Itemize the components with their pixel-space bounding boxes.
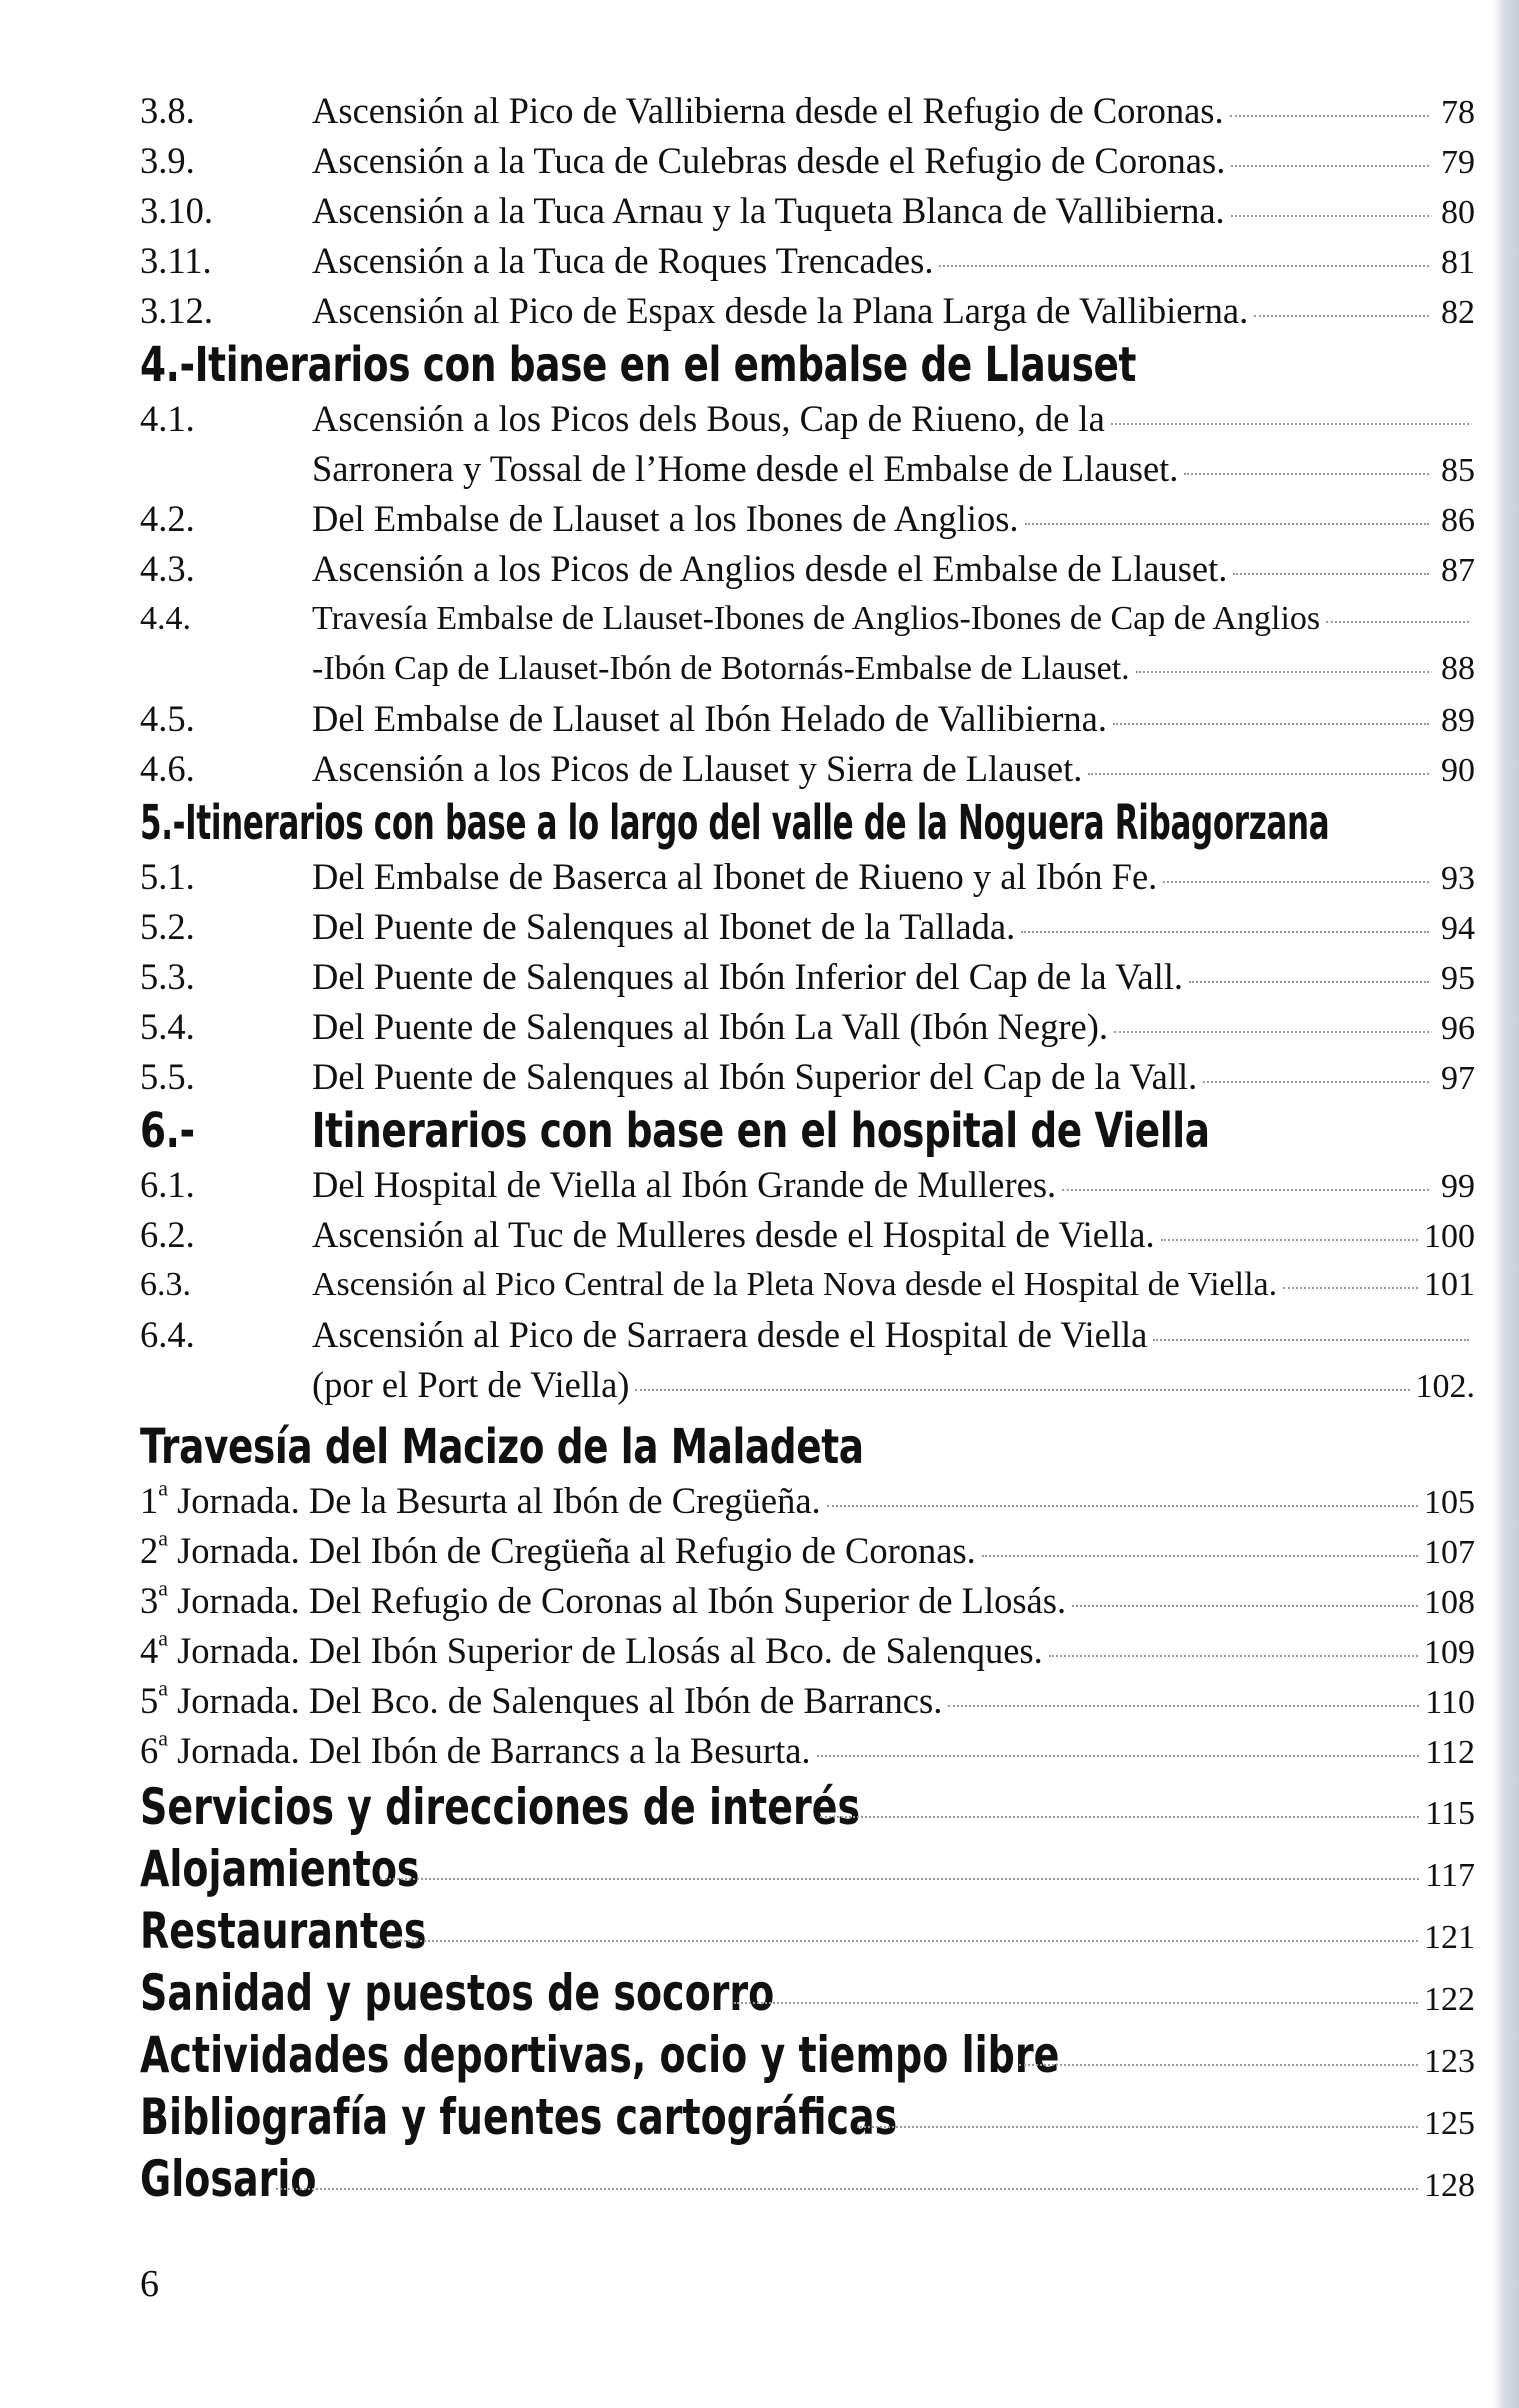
appendix-entry[interactable] — [140, 2086, 1475, 2148]
dot-leader — [1233, 573, 1429, 575]
entry-title: Travesía Embalse de Llauset-Ibones de Anglios-Ibones de Cap de Anglios — [312, 600, 1321, 637]
entry-page: 96 — [1441, 1010, 1475, 1047]
entry-title: Del Puente de Salenques al Ibón Inferior del Cap de la Vall. — [312, 956, 1184, 997]
entry-number: 4.3. — [140, 548, 195, 589]
entry-title: Del Embalse de Llauset al Ibón Helado de Vallibierna. — [312, 698, 1107, 739]
table-of-contents — [140, 86, 1475, 2210]
appendix-entry[interactable] — [140, 2148, 1475, 2210]
toc-entry[interactable] — [140, 1576, 1475, 1626]
entry-page: 115 — [1425, 1795, 1475, 1832]
entry-page: 112 — [1425, 1734, 1475, 1771]
dot-leader — [1113, 723, 1429, 725]
entry-title — [140, 1626, 1043, 1676]
toc-entry[interactable] — [140, 952, 1475, 1002]
entry-title: (por el Port de Viella) — [312, 1364, 630, 1405]
entry-title: Ascensión a los Picos de Anglios desde el Embalse de Llauset. — [312, 548, 1228, 589]
entry-page: 99 — [1441, 1168, 1475, 1205]
toc-entry[interactable] — [140, 136, 1475, 186]
entry-title — [140, 1676, 942, 1726]
appendix-title: Alojamientos — [140, 1840, 420, 1898]
toc-entry[interactable] — [140, 594, 1475, 644]
entry-page: 85 — [1441, 452, 1475, 489]
entry-page: 107 — [1424, 1534, 1475, 1571]
dot-leader — [1230, 115, 1429, 117]
entry-page: 89 — [1441, 702, 1475, 739]
entry-title — [140, 1476, 821, 1526]
entry-text: Jornada. Del Refugio de Coronas al Ibón Superior de Llosás. — [167, 1580, 1067, 1621]
entry-number: 6.3. — [140, 1266, 191, 1303]
appendix-title: Actividades deportivas, ocio y tiempo libre — [140, 2026, 1060, 2084]
ordinal-suffix: a — [158, 1725, 168, 1751]
day-number: 3 — [140, 1580, 159, 1621]
dot-leader — [820, 1816, 1419, 1818]
appendix-title: Glosario — [140, 2150, 317, 2208]
entry-title: Del Embalse de Baserca al Ibonet de Riueno y al Ibón Fe. — [312, 856, 1158, 897]
entry-page: 95 — [1441, 960, 1475, 997]
toc-entry[interactable] — [140, 494, 1475, 544]
dot-leader — [1184, 473, 1429, 475]
appendix-entry[interactable] — [140, 1776, 1475, 1838]
entry-page: 86 — [1441, 502, 1475, 539]
dot-leader — [276, 2188, 1418, 2190]
toc-entry[interactable] — [140, 1526, 1475, 1576]
toc-entry[interactable] — [140, 86, 1475, 136]
entry-number: 4.1. — [140, 398, 195, 439]
dot-leader — [1025, 523, 1429, 525]
dot-leader — [1254, 315, 1429, 317]
appendix-entry[interactable] — [140, 1962, 1475, 2024]
entry-title: Ascensión a la Tuca de Culebras desde el Refugio de Coronas. — [312, 140, 1226, 181]
entry-title: Del Puente de Salenques al Ibón Superior del Cap de la Vall. — [312, 1056, 1198, 1097]
ordinal-suffix: a — [158, 1625, 168, 1651]
entry-title: Sarronera y Tossal de l’Home desde el Embalse de Llauset. — [312, 448, 1179, 489]
entry-text: Jornada. Del Ibón Superior de Llosás al Bco. de Salenques. — [167, 1630, 1043, 1671]
appendix-entry[interactable] — [140, 2024, 1475, 2086]
entry-number: 4.5. — [140, 698, 195, 739]
entry-title: Ascensión a los Picos dels Bous, Cap de Riueno, de la — [312, 398, 1105, 439]
entry-page: 101 — [1424, 1266, 1475, 1303]
appendix-title: Servicios y direcciones de interés — [140, 1778, 861, 1836]
dot-leader — [1136, 671, 1429, 673]
toc-entry[interactable] — [140, 394, 1475, 444]
dot-leader — [1326, 621, 1469, 623]
entry-page: 102. — [1415, 1368, 1475, 1405]
dot-leader — [1189, 981, 1429, 983]
ordinal-suffix: a — [158, 1575, 168, 1601]
entry-title: Ascensión a los Picos de Llauset y Sierra de Llauset. — [312, 748, 1083, 789]
entry-number: 5.5. — [140, 1056, 195, 1097]
entry-page: 87 — [1441, 552, 1475, 589]
entry-text: Jornada. Del Bco. de Salenques al Ibón de Barrancs. — [167, 1680, 943, 1721]
toc-entry[interactable] — [140, 694, 1475, 744]
day-number: 4 — [140, 1630, 159, 1671]
entry-number: 6.4. — [140, 1314, 195, 1355]
page-number: 6 — [140, 2263, 159, 2305]
entry-number: 6.2. — [140, 1214, 195, 1255]
entry-page: 78 — [1441, 94, 1475, 131]
entry-number: 5.4. — [140, 1006, 195, 1047]
toc-entry[interactable] — [140, 286, 1475, 336]
day-number: 5 — [140, 1680, 159, 1721]
entry-title: Ascensión a la Tuca de Roques Trencades. — [312, 240, 934, 281]
dot-leader — [1088, 773, 1429, 775]
entry-page: 94 — [1441, 910, 1475, 947]
entry-number: 3.8. — [140, 90, 195, 131]
toc-entry[interactable] — [140, 1310, 1475, 1360]
entry-page: 81 — [1441, 244, 1475, 281]
section-heading — [140, 336, 1181, 394]
entry-number: 4.6. — [140, 748, 195, 789]
toc-entry[interactable] — [140, 1260, 1475, 1310]
entry-title — [140, 1526, 976, 1576]
dot-leader — [1049, 1655, 1418, 1657]
page-edge-shadow — [1493, 0, 1519, 2408]
toc-entry[interactable] — [140, 852, 1475, 902]
entry-number: 6.1. — [140, 1164, 195, 1205]
dot-leader — [387, 1940, 1418, 1942]
entry-number: 4.4. — [140, 600, 191, 637]
toc-entry[interactable] — [140, 902, 1475, 952]
appendix-title: Sanidad y puestos de socorro — [140, 1964, 775, 2022]
entry-text: Jornada. Del Ibón de Barrancs a la Besurta. — [167, 1730, 811, 1771]
dot-leader — [380, 1878, 1420, 1880]
entry-title — [140, 1576, 1066, 1626]
entry-page: 123 — [1424, 2043, 1475, 2080]
entry-title — [140, 1726, 811, 1776]
section-title: 5.-Itinerarios con base a lo largo del valle de la Noguera Ribagorzana — [140, 795, 1330, 851]
ordinal-suffix: a — [158, 1525, 168, 1551]
toc-entry[interactable] — [140, 744, 1475, 794]
entry-title: Del Hospital de Viella al Ibón Grande de Mulleres. — [312, 1164, 1057, 1205]
appendix-title: Restaurantes — [140, 1902, 427, 1960]
toc-entry[interactable] — [140, 1002, 1475, 1052]
toc-entry[interactable] — [140, 1676, 1475, 1726]
toc-entry[interactable] — [140, 1360, 1475, 1410]
dot-leader — [1114, 1031, 1429, 1033]
entry-page: 109 — [1424, 1634, 1475, 1671]
dot-leader — [734, 2002, 1418, 2004]
dot-leader — [857, 2126, 1418, 2128]
entry-number: 3.12. — [140, 290, 213, 331]
dot-leader — [1203, 1081, 1429, 1083]
entry-title: Ascensión al Pico de Espax desde la Plana Larga de Vallibierna. — [312, 290, 1249, 331]
appendix-title: Bibliografía y fuentes cartográficas — [140, 2088, 898, 2146]
dot-leader — [1111, 423, 1469, 425]
toc-entry[interactable] — [140, 1726, 1475, 1776]
ordinal-suffix: a — [158, 1675, 168, 1701]
dot-leader — [827, 1505, 1418, 1507]
entry-number: 3.9. — [140, 140, 195, 181]
entry-number: 3.10. — [140, 190, 213, 231]
entry-page: 100 — [1424, 1218, 1475, 1255]
dot-leader — [1072, 1605, 1418, 1607]
toc-entry[interactable] — [140, 1052, 1475, 1102]
ordinal-suffix: a — [158, 1475, 168, 1501]
dot-leader — [817, 1755, 1420, 1757]
toc-entry[interactable] — [140, 544, 1475, 594]
entry-number: 5.1. — [140, 856, 195, 897]
entry-page: 93 — [1441, 860, 1475, 897]
toc-entry[interactable] — [140, 1476, 1475, 1526]
entry-page: 121 — [1424, 1919, 1475, 1956]
entry-number: 4.2. — [140, 498, 195, 539]
dot-leader — [1019, 2064, 1418, 2066]
toc-entry[interactable] — [140, 186, 1475, 236]
section-heading — [140, 1102, 1210, 1160]
entry-number: 5.2. — [140, 906, 195, 947]
entry-title: Del Puente de Salenques al Ibonet de la Tallada. — [312, 906, 1016, 947]
travesia-heading — [140, 1418, 1181, 1476]
dot-leader — [1153, 1339, 1469, 1341]
entry-number: 5.3. — [140, 956, 195, 997]
entry-page: 90 — [1441, 752, 1475, 789]
section-heading — [140, 794, 1330, 852]
appendix-entry[interactable] — [140, 1838, 1475, 1900]
dot-leader — [1231, 215, 1429, 217]
entry-title: Del Embalse de Llauset a los Ibones de Anglios. — [312, 498, 1019, 539]
entry-title: Del Puente de Salenques al Ibón La Vall (Ibón Negre). — [312, 1006, 1108, 1047]
dot-leader — [1163, 881, 1429, 883]
dot-leader — [1062, 1189, 1429, 1191]
toc-entry[interactable] — [140, 236, 1475, 286]
appendix-entry[interactable] — [140, 1900, 1475, 1962]
dot-leader — [939, 265, 1429, 267]
day-number: 1 — [140, 1480, 159, 1521]
dot-leader — [982, 1555, 1418, 1557]
entry-page: 125 — [1424, 2105, 1475, 2142]
entry-page: 105 — [1424, 1484, 1475, 1521]
toc-entry[interactable] — [140, 1160, 1475, 1210]
entry-page: 82 — [1441, 294, 1475, 331]
entry-page: 117 — [1425, 1857, 1475, 1894]
entry-page: 79 — [1441, 144, 1475, 181]
dot-leader — [1231, 165, 1429, 167]
entry-title: Ascensión a la Tuca Arnau y la Tuqueta Blanca de Vallibierna. — [312, 190, 1225, 231]
section-title: 4.-Itinerarios con base en el embalse de Llauset — [140, 337, 1137, 393]
entry-page: 128 — [1424, 2167, 1475, 2204]
entry-text: Jornada. Del Ibón de Cregüeña al Refugio de Coronas. — [167, 1530, 976, 1571]
section-title: Itinerarios con base en el hospital de Viella — [311, 1103, 1210, 1159]
toc-entry[interactable] — [140, 444, 1475, 494]
entry-title: Ascensión al Pico de Sarraera desde el Hospital de Viella — [312, 1314, 1148, 1355]
entry-title: Ascensión al Pico de Vallibierna desde el Refugio de Coronas. — [312, 90, 1224, 131]
entry-page: 122 — [1424, 1981, 1475, 2018]
entry-page: 88 — [1441, 650, 1475, 687]
entry-title: Ascensión al Pico Central de la Pleta Nova desde el Hospital de Viella. — [312, 1266, 1278, 1303]
entry-title: Ascensión al Tuc de Mulleres desde el Hospital de Viella. — [312, 1214, 1155, 1255]
section-number: 6.- — [140, 1103, 195, 1159]
dot-leader — [948, 1705, 1419, 1707]
dot-leader — [635, 1389, 1409, 1391]
toc-entry[interactable] — [140, 1626, 1475, 1676]
day-number: 2 — [140, 1530, 159, 1571]
toc-entry[interactable] — [140, 644, 1475, 694]
dot-leader — [1021, 931, 1429, 933]
entry-text: Jornada. De la Besurta al Ibón de Cregüeña. — [167, 1480, 821, 1521]
entry-page: 80 — [1441, 194, 1475, 231]
dot-leader — [1161, 1239, 1418, 1241]
section-title: Travesía del Macizo de la Maladeta — [140, 1419, 864, 1475]
toc-entry[interactable] — [140, 1210, 1475, 1260]
entry-page: 97 — [1441, 1060, 1475, 1097]
entry-page: 108 — [1424, 1584, 1475, 1621]
entry-title: -Ibón Cap de Llauset-Ibón de Botornás-Embalse de Llauset. — [312, 650, 1130, 687]
dot-leader — [1283, 1287, 1418, 1289]
day-number: 6 — [140, 1730, 159, 1771]
entry-number: 3.11. — [140, 240, 212, 281]
entry-page: 110 — [1425, 1684, 1475, 1721]
